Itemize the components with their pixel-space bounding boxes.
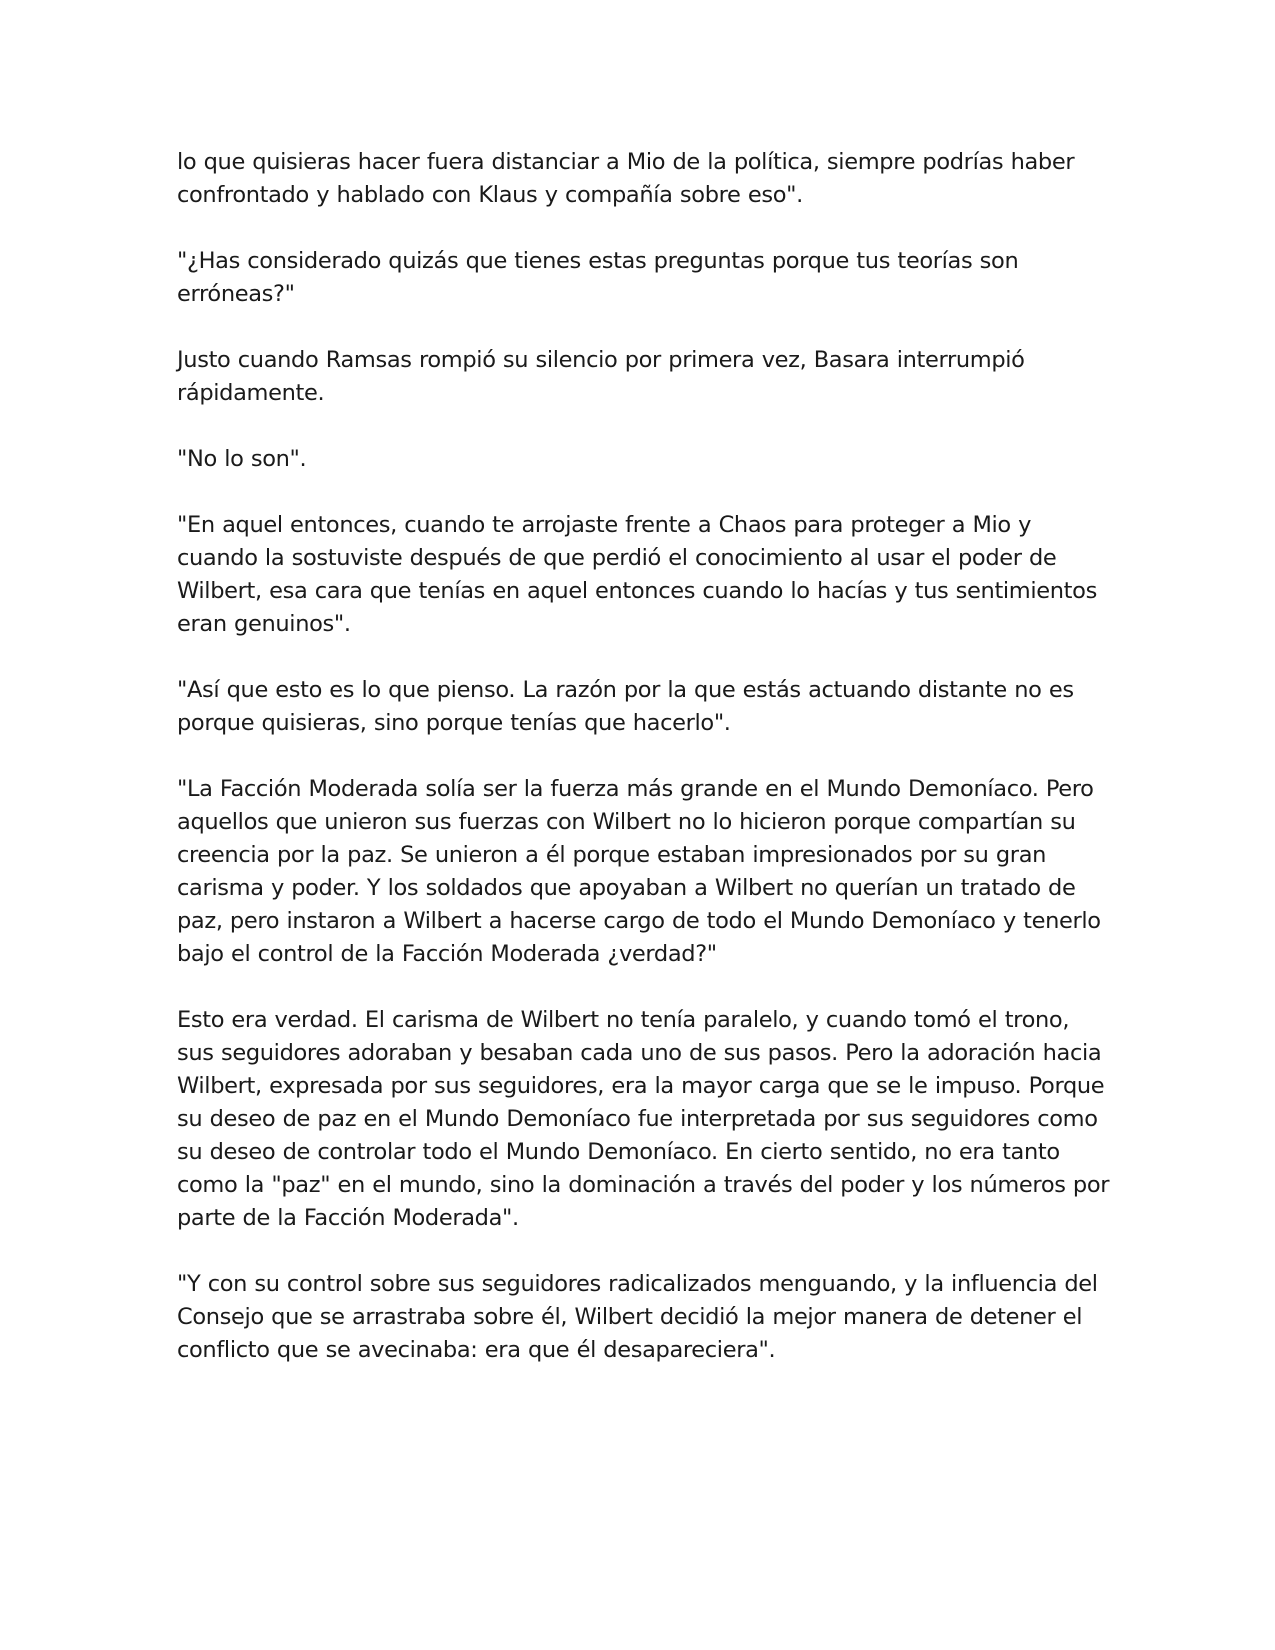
paragraph: Justo cuando Ramsas rompió su silencio por primera vez, Basara interrumpió rápidamente. bbox=[177, 347, 1025, 406]
paragraph: Esto era verdad. El carisma de Wilbert no tenía paralelo, y cuando tomó el trono, sus seguidores adoraban y besaban cada uno de sus pasos. Pero la adoración hacia Wilbert, expresada por sus seguidores, era la mayor carga que se le impuso. Porque su deseo de paz en el Mundo Demoníaco fue interpretada por sus seguidores como su deseo de controlar todo el Mundo Demoníaco. En cierto sentido, no era tanto como la "paz" en el mundo, sino la dominación a través del poder y los números por parte de la Facción Moderada". bbox=[177, 1007, 1110, 1231]
paragraph: "¿Has considerado quizás que tienes estas preguntas porque tus teorías son erróneas?" bbox=[177, 248, 1019, 307]
paragraph: "La Facción Moderada solía ser la fuerza más grande en el Mundo Demoníaco. Pero aquellos que unieron sus fuerzas con Wilbert no lo hicieron porque compartían su creencia por la paz. Se unieron a él porque estaban impresionados por su gran carisma y poder. Y los soldados que apoyaban a Wilbert no querían un tratado de paz, pero instaron a Wilbert a hacerse cargo de todo el Mundo Demoníaco y tenerlo bajo el control de la Facción Moderada ¿verdad?" bbox=[177, 776, 1101, 967]
paragraph: lo que quisieras hacer fuera distanciar a Mio de la política, siempre podrías haber confrontado y hablado con Klaus y compañía sobre eso". bbox=[177, 149, 1075, 208]
paragraph: "Y con su control sobre sus seguidores radicalizados menguando, y la influencia del Consejo que se arrastraba sobre él, Wilbert decidió la mejor manera de detener el conflicto que se avecinaba: era que él desapareciera". bbox=[177, 1271, 1098, 1363]
paragraph: "Así que esto es lo que pienso. La razón por la que estás actuando distante no es porque quisieras, sino porque tenías que hacerlo". bbox=[177, 677, 1074, 736]
paragraph: "En aquel entonces, cuando te arrojaste frente a Chaos para proteger a Mio y cuando la sostuviste después de que perdió el conocimiento al usar el poder de Wilbert, esa cara que tenías en aquel entonces cuando lo hacías y tus sentimientos eran genuinos". bbox=[177, 512, 1097, 637]
document-body bbox=[177, 146, 1112, 1400]
paragraph: "No lo son". bbox=[177, 446, 307, 472]
